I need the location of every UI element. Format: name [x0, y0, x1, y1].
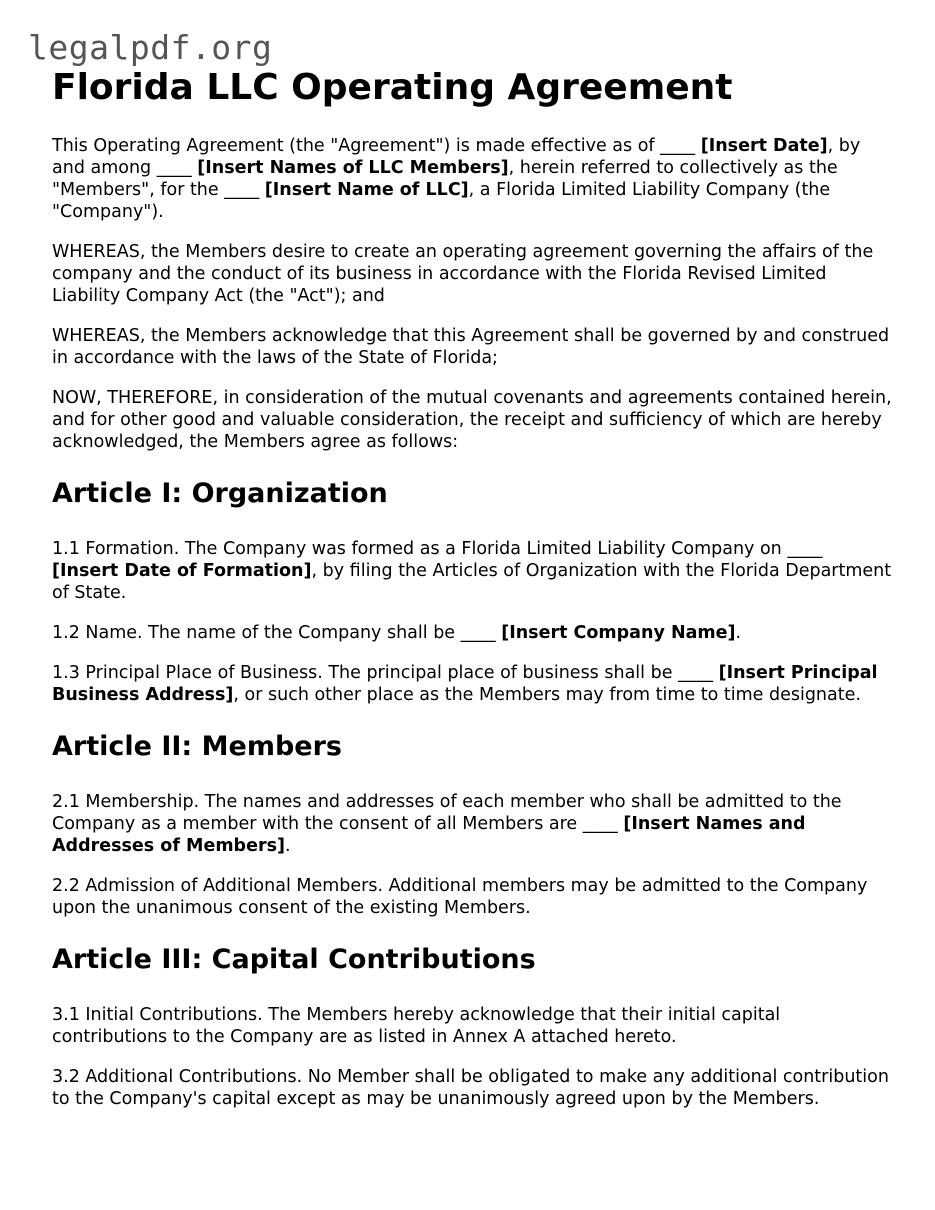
document-page	[52, 66, 892, 1128]
section-3-1: 3.1 Initial Contributions. The Members hereby acknowledge that their initial capital contributions to the Company are as listed in Annex A attached hereto.	[52, 1005, 781, 1047]
placeholder-insert-member-names: [Insert Names of LLC Members]	[197, 158, 509, 178]
section-1-1-text-a: 1.1 Formation. The Company was formed as a Florida Limited Liability Company on ____	[52, 539, 823, 559]
article-3-heading: Article III: Capital Contributions	[52, 944, 536, 975]
placeholder-insert-llc-name: [Insert Name of LLC]	[264, 180, 469, 200]
section-1-3	[52, 662, 892, 706]
section-1-3-text-c: , or such other place as the Members may from time to time designate.	[233, 685, 861, 705]
section-1-2-text-c: .	[735, 623, 742, 643]
intro-text-d: , herein referred to collectively as the "Members", for the ____	[52, 158, 838, 200]
section-2-1-text-c: .	[285, 836, 291, 856]
intro-paragraph-3: WHEREAS, the Members acknowledge that this Agreement shall be governed by and construed in accordance with the laws of the State of Florida;	[52, 326, 890, 368]
section-1-1-text-c: , by filing the Articles of Organization with the Florida Department of State.	[52, 561, 892, 603]
placeholder-insert-formation-date: [Insert Date of Formation]	[52, 561, 312, 581]
section-2-1-text-a: 2.1 Membership. The names and addresses of each member who shall be admitted to the Company as a member with the consent of all Members are ____	[52, 792, 842, 834]
watermark: legalpdf.org	[28, 28, 273, 67]
section-1-1	[52, 538, 892, 604]
article-1-heading: Article I: Organization	[52, 478, 388, 509]
section-3-2: 3.2 Additional Contributions. No Member shall be obligated to make any additional contribution to the Company's capital except as may be unanimously agreed upon by the Members.	[52, 1067, 889, 1109]
intro-paragraph-4: NOW, THEREFORE, in consideration of the mutual covenants and agreements contained herein, and for other good and valuable consideration, the receipt and sufficiency of which are hereby acknowledged, the Members agree as follows:	[52, 388, 892, 452]
placeholder-insert-member-addresses: [Insert Names and Addresses of Members]	[52, 814, 806, 856]
intro-text-a: This Operating Agreement (the "Agreement") is made effective as of ____	[52, 136, 701, 156]
section-1-3-text-a: 1.3 Principal Place of Business. The principal place of business shall be ____	[52, 663, 719, 683]
section-2-2: 2.2 Admission of Additional Members. Additional members may be admitted to the Company upon the unanimous consent of the existing Members.	[52, 876, 868, 918]
intro-text-e: , a Florida Limited Liability Company (the "Company").	[52, 180, 831, 222]
placeholder-insert-business-address: [Insert Principal Business Address]	[52, 663, 878, 705]
intro-paragraph-1	[52, 135, 892, 223]
placeholder-insert-date: [Insert Date]	[700, 136, 828, 156]
intro-paragraph-2: WHEREAS, the Members desire to create an operating agreement governing the affairs of the company and the conduct of its business in accordance with the Florida Revised Limited Liability Company Act (the "Act"); and	[52, 242, 874, 306]
intro-text-c: , by and among ____	[52, 136, 861, 178]
section-1-2-text-a: 1.2 Name. The name of the Company shall be ____	[52, 623, 502, 643]
article-2-heading: Article II: Members	[52, 731, 342, 762]
section-1-2	[52, 622, 892, 644]
section-2-1	[52, 791, 892, 857]
page-title: Florida LLC Operating Agreement	[52, 67, 733, 108]
placeholder-insert-company-name: [Insert Company Name]	[501, 623, 736, 643]
